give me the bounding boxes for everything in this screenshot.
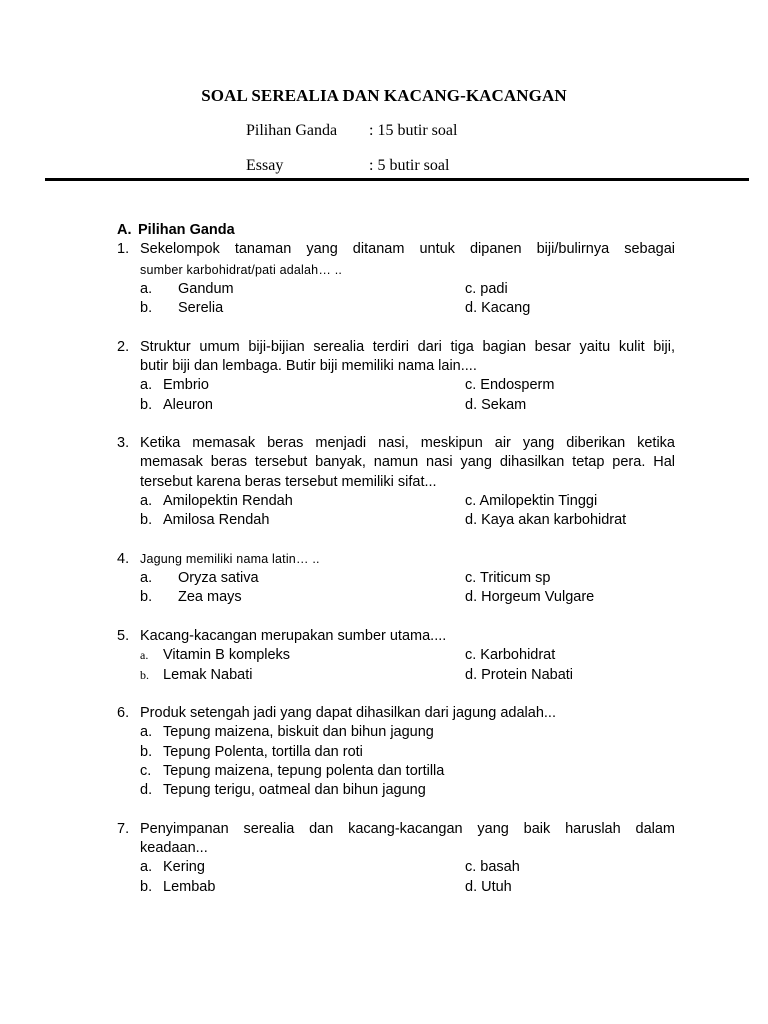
option-a bbox=[140, 724, 434, 740]
option-d: d. Utuh bbox=[465, 879, 512, 895]
option-letter: b. bbox=[140, 668, 149, 682]
option-c: c. Endosperm bbox=[465, 377, 555, 393]
question-text: Jagung memiliki nama latin… .. bbox=[140, 552, 320, 566]
question-text: memasak beras tersebut banyak, namun nasi yang dihasilkan tetap pera. Hal bbox=[140, 454, 675, 470]
option-a bbox=[140, 859, 205, 875]
option-letter: b. bbox=[140, 300, 153, 316]
option-c: c. Karbohidrat bbox=[465, 647, 556, 663]
option-text: Gandum bbox=[178, 281, 234, 297]
option-text: Zea mays bbox=[178, 589, 242, 605]
option-b bbox=[140, 879, 215, 895]
option-letter: b. bbox=[140, 397, 153, 413]
option-b bbox=[140, 589, 242, 605]
option-b bbox=[140, 397, 213, 413]
option-letter: a. bbox=[140, 724, 153, 740]
option-c: c. Amilopektin Tinggi bbox=[465, 493, 598, 509]
question-number: 6. bbox=[117, 705, 130, 721]
option-text: Tepung maizena, biskuit dan bihun jagung bbox=[163, 724, 434, 740]
header-divider bbox=[45, 178, 749, 181]
option-d: d. Kacang bbox=[465, 300, 531, 316]
essay-label: Essay bbox=[246, 157, 284, 174]
question-text: Kacang-kacangan merupakan sumber utama.... bbox=[140, 628, 447, 644]
question-number: 4. bbox=[117, 551, 130, 567]
question-number: 7. bbox=[117, 821, 130, 837]
option-c: c. basah bbox=[465, 859, 520, 875]
option-letter: a. bbox=[140, 377, 153, 393]
option-d: d. Sekam bbox=[465, 397, 527, 413]
option-letter: a. bbox=[140, 570, 153, 586]
option-text: Amilopektin Rendah bbox=[163, 493, 293, 509]
option-b bbox=[140, 744, 363, 760]
option-a bbox=[140, 281, 234, 297]
option-text: Amilosa Rendah bbox=[163, 512, 270, 528]
section-letter: A. bbox=[117, 222, 132, 238]
question-text: Penyimpanan serealia dan kacang-kacangan yang baik haruslah dalam bbox=[140, 821, 675, 837]
option-letter: a. bbox=[140, 648, 149, 662]
section-title: Pilihan Ganda bbox=[138, 222, 235, 238]
pilihan-ganda-label: Pilihan Ganda bbox=[246, 122, 338, 139]
option-text: Kering bbox=[163, 859, 205, 875]
document-title: SOAL SEREALIA DAN KACANG-KACANGAN bbox=[201, 86, 567, 105]
option-letter: b. bbox=[140, 589, 153, 605]
option-letter: a. bbox=[140, 493, 153, 509]
question-number: 3. bbox=[117, 435, 130, 451]
option-text: Tepung Polenta, tortilla dan roti bbox=[163, 744, 363, 760]
question-number: 2. bbox=[117, 339, 130, 355]
question-number: 1. bbox=[117, 241, 130, 257]
option-text: Serelia bbox=[178, 300, 224, 316]
option-a bbox=[140, 647, 290, 663]
option-a bbox=[140, 570, 259, 586]
question-text: keadaan... bbox=[140, 840, 208, 856]
option-c: c. padi bbox=[465, 281, 508, 297]
question-text: Struktur umum biji-bijian serealia terdiri dari tiga bagian besar yaitu kulit biji, bbox=[140, 339, 675, 355]
option-letter: b. bbox=[140, 744, 153, 760]
question-text: tersebut karena beras tersebut memiliki sifat... bbox=[140, 474, 437, 490]
option-text: Lemak Nabati bbox=[163, 667, 253, 683]
option-c: c. Triticum sp bbox=[465, 570, 551, 586]
option-text: Lembab bbox=[163, 879, 216, 895]
question-text: Sekelompok tanaman yang ditanam untuk dipanen biji/bulirnya sebagai bbox=[140, 241, 675, 257]
option-text: Tepung maizena, tepung polenta dan tortilla bbox=[163, 763, 445, 779]
section-heading bbox=[117, 222, 235, 238]
option-letter: a. bbox=[140, 281, 153, 297]
pilihan-ganda-value: : 15 butir soal bbox=[369, 122, 458, 139]
option-a bbox=[140, 377, 209, 393]
question-text: Produk setengah jadi yang dapat dihasilkan dari jagung adalah... bbox=[140, 705, 556, 721]
option-letter: b. bbox=[140, 879, 153, 895]
option-b bbox=[140, 667, 252, 683]
option-d bbox=[140, 782, 426, 798]
option-d: d. Horgeum Vulgare bbox=[465, 589, 595, 605]
pilihan-ganda-info bbox=[246, 122, 457, 140]
question-text: sumber karbohidrat/pati adalah… .. bbox=[140, 263, 343, 277]
option-d: d. Kaya akan karbohidrat bbox=[465, 512, 627, 528]
option-text: Tepung terigu, oatmeal dan bihun jagung bbox=[163, 782, 426, 798]
option-d: d. Protein Nabati bbox=[465, 667, 574, 683]
option-c bbox=[140, 763, 444, 779]
question-text: Ketika memasak beras menjadi nasi, meskipun air yang diberikan ketika bbox=[140, 435, 675, 451]
option-text: Oryza sativa bbox=[178, 570, 259, 586]
option-a bbox=[140, 493, 293, 509]
option-text: Aleuron bbox=[163, 397, 213, 413]
essay-value: : 5 butir soal bbox=[369, 157, 450, 174]
option-b bbox=[140, 300, 223, 316]
question-text: butir biji dan lembaga. Butir biji memiliki nama lain.... bbox=[140, 358, 477, 374]
option-text: Embrio bbox=[163, 377, 209, 393]
option-letter: a. bbox=[140, 859, 153, 875]
option-b bbox=[140, 512, 269, 528]
option-letter: b. bbox=[140, 512, 153, 528]
option-letter: d. bbox=[140, 782, 153, 798]
question-number: 5. bbox=[117, 628, 130, 644]
option-text: Vitamin B kompleks bbox=[163, 647, 291, 663]
option-letter: c. bbox=[140, 763, 152, 779]
essay-info bbox=[246, 157, 449, 175]
